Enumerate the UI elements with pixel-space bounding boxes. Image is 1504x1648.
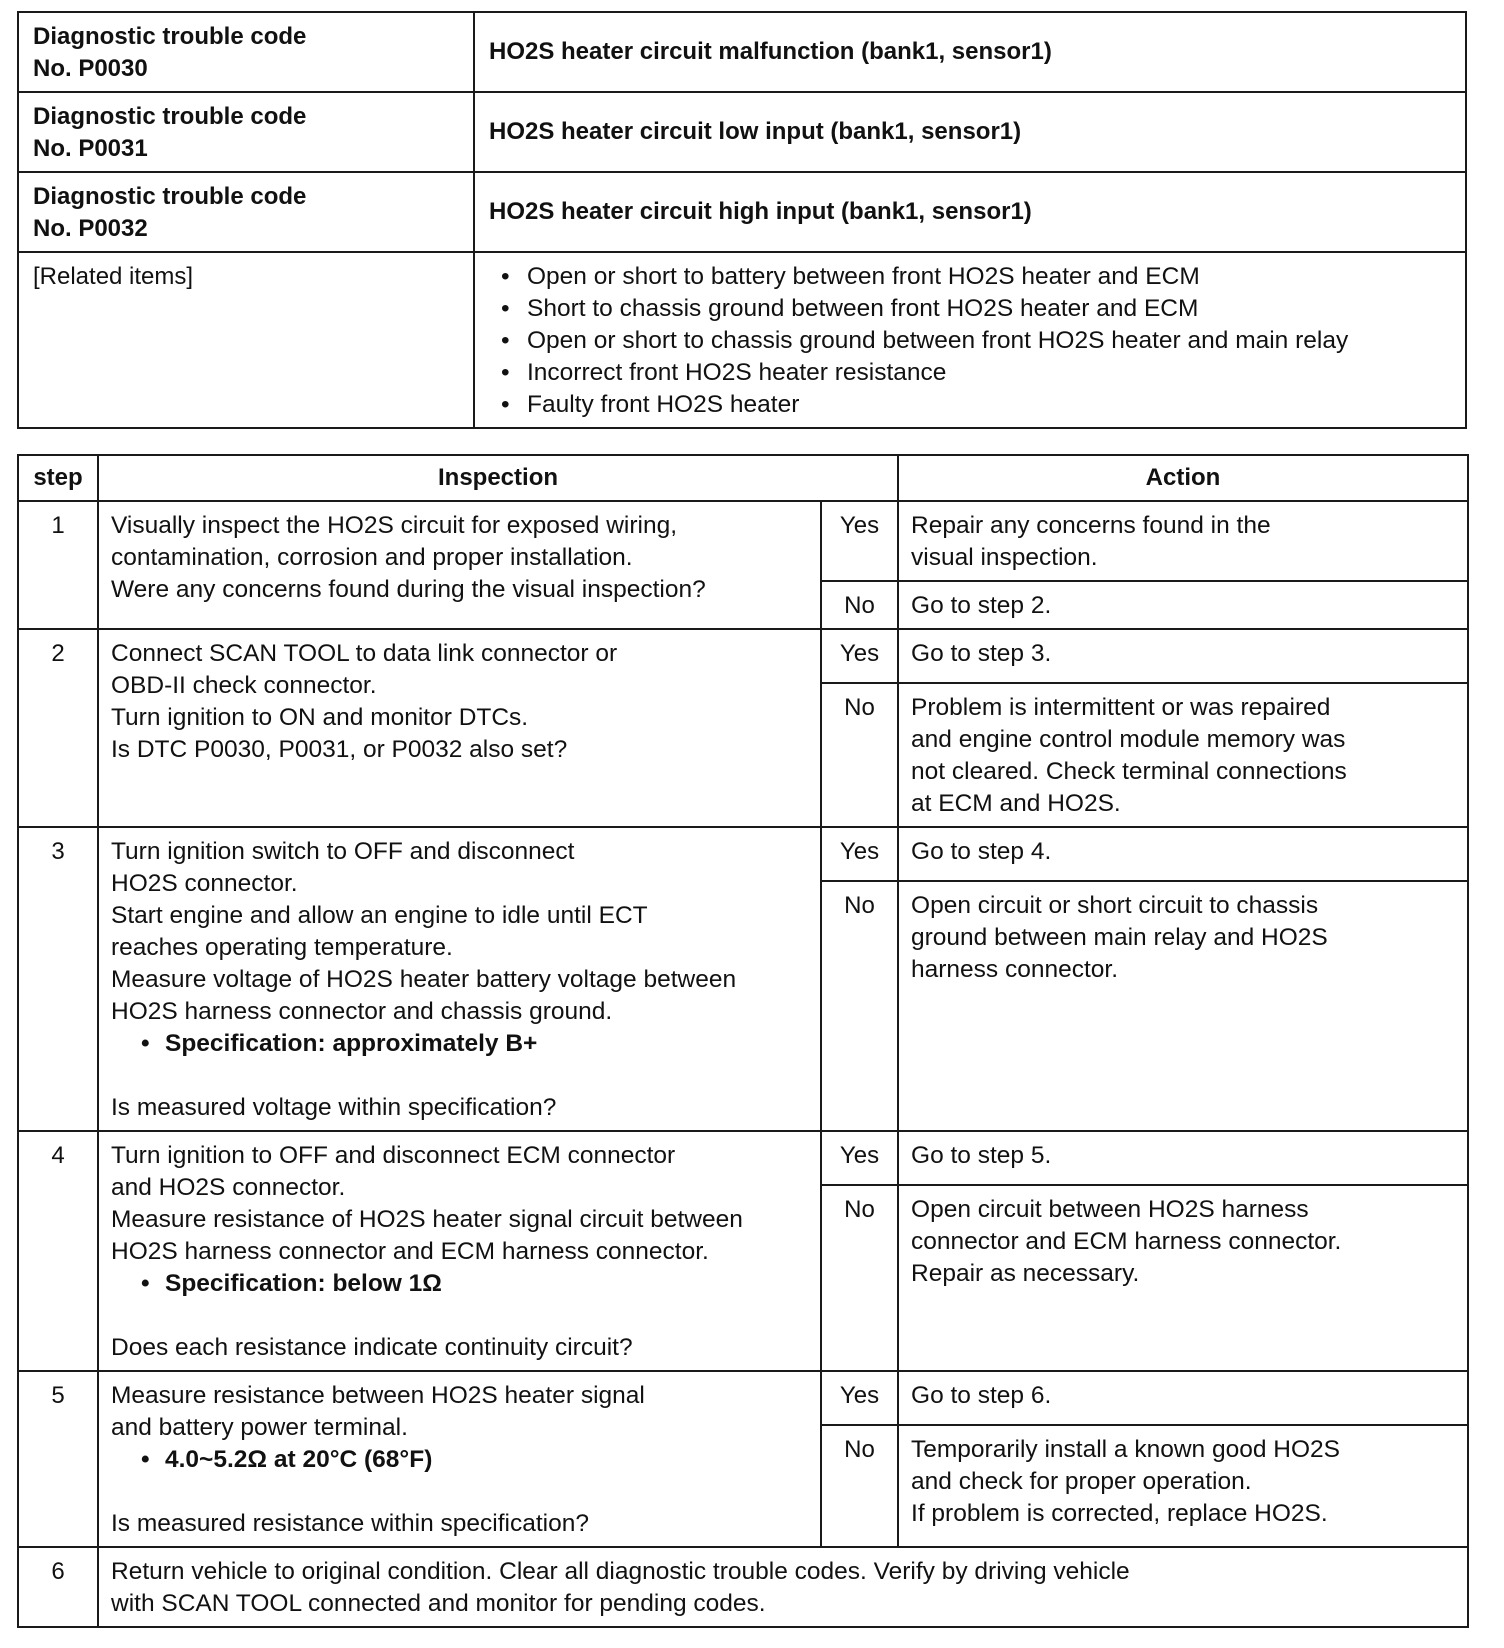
related-item: • Faulty front HO2S heater [527,389,1451,421]
dtc-row [18,172,1466,252]
dtc-code-number: No. P0030 [33,55,148,82]
no-label: No [821,581,898,629]
inspection-question: Does each resistance indicate continuity circuit? [111,1334,633,1361]
dtc-description: HO2S heater circuit low input (bank1, sensor1) [474,92,1466,172]
step-final [98,1547,1468,1627]
action-line: Open circuit or short circuit to chassis [911,892,1319,919]
yes-action [898,501,1468,581]
dtc-code-cell [18,172,474,252]
dtc-description: HO2S heater circuit high input (bank1, sensor1) [474,172,1466,252]
dtc-description: HO2S heater circuit malfunction (bank1, sensor1) [474,12,1466,92]
no-action [898,581,1468,629]
action-line: Repair as necessary. [911,1260,1140,1287]
action-line: connector and ECM harness connector. [911,1228,1342,1255]
header-action: Action [898,455,1468,501]
inspection-line: Were any concerns found during the visual inspection? [111,576,706,603]
dtc-code-number: No. P0031 [33,135,148,162]
yes-action [898,827,1468,881]
related-item: • Open or short to chassis ground between front HO2S heater and main relay [527,325,1451,357]
yes-action [898,629,1468,683]
steps-header-row [18,455,1468,501]
header-inspection: Inspection [98,455,898,501]
action-line: and engine control module memory was [911,726,1346,753]
action-line: harness connector. [911,956,1119,983]
dtc-code-label: Diagnostic trouble code [33,103,307,130]
inspection-line: HO2S harness connector and ECM harness connector. [111,1238,709,1265]
step-inspection [98,1371,821,1547]
step-number: 3 [18,827,98,1131]
no-action [898,1425,1468,1547]
inspection-line: Turn ignition to ON and monitor DTCs. [111,704,529,731]
step-number: 6 [18,1547,98,1627]
inspection-line: Measure voltage of HO2S heater battery voltage between [111,966,737,993]
step-row-6 [18,1547,1468,1627]
yes-label: Yes [821,827,898,881]
inspection-line: and battery power terminal. [111,1414,408,1441]
final-line: with SCAN TOOL connected and monitor for pending codes. [111,1590,766,1617]
dtc-row [18,12,1466,92]
spacer [111,1476,808,1508]
specification [111,1268,808,1300]
action-line: visual inspection. [911,544,1098,571]
action-line: Go to step 2. [911,592,1052,619]
specification-text: 4.0~5.2Ω at 20°C (68°F) [165,1446,433,1473]
step-inspection [98,501,821,629]
inspection-line: Turn ignition switch to OFF and disconnect [111,838,575,865]
step-inspection [98,827,821,1131]
inspection-line: Visually inspect the HO2S circuit for exposed wiring, [111,512,678,539]
step-row-4-yes [18,1131,1468,1185]
inspection-line: Measure resistance between HO2S heater signal [111,1382,645,1409]
dtc-code-cell [18,92,474,172]
specification [111,1444,808,1476]
dtc-code-label: Diagnostic trouble code [33,183,307,210]
inspection-line: Measure resistance of HO2S heater signal circuit between [111,1206,743,1233]
dtc-code-cell [18,12,474,92]
no-label: No [821,1185,898,1371]
related-items-cell [474,252,1466,428]
no-action [898,1185,1468,1371]
inspection-line: Is DTC P0030, P0031, or P0032 also set? [111,736,568,763]
action-line: and check for proper operation. [911,1468,1252,1495]
action-line: Problem is intermittent or was repaired [911,694,1331,721]
specification [111,1028,808,1060]
header-step: step [18,455,98,501]
inspection-line: HO2S harness connector and chassis ground. [111,998,613,1025]
inspection-question: Is measured voltage within specification? [111,1094,557,1121]
no-label: No [821,1425,898,1547]
action-line: Repair any concerns found in the [911,512,1271,539]
dtc-header-table [17,11,1467,429]
inspection-line: and HO2S connector. [111,1174,346,1201]
step-row-2-yes [18,629,1468,683]
inspection-line: Connect SCAN TOOL to data link connector or [111,640,618,667]
spacer [111,1060,808,1092]
action-line: Temporarily install a known good HO2S [911,1436,1340,1463]
action-line: Go to step 3. [911,640,1052,667]
yes-action [898,1371,1468,1425]
step-row-5-yes [18,1371,1468,1425]
action-line: not cleared. Check terminal connections [911,758,1347,785]
action-line: ground between main relay and HO2S [911,924,1328,951]
inspection-line: reaches operating temperature. [111,934,453,961]
no-action [898,683,1468,827]
action-line: If problem is corrected, replace HO2S. [911,1500,1328,1527]
step-number: 4 [18,1131,98,1371]
inspection-line: Turn ignition to OFF and disconnect ECM connector [111,1142,676,1169]
step-inspection [98,1131,821,1371]
step-inspection [98,629,821,827]
specification-text: Specification: below 1Ω [165,1270,442,1297]
final-line: Return vehicle to original condition. Clear all diagnostic trouble codes. Verify by driving vehicle [111,1558,1130,1585]
no-action [898,881,1468,1131]
yes-label: Yes [821,501,898,581]
step-row-1-yes [18,501,1468,581]
inspection-line: contamination, corrosion and proper installation. [111,544,633,571]
no-label: No [821,881,898,1131]
step-number: 1 [18,501,98,629]
inspection-line: OBD-II check connector. [111,672,377,699]
related-item: • Open or short to battery between front HO2S heater and ECM [527,261,1451,293]
yes-action [898,1131,1468,1185]
step-number: 5 [18,1371,98,1547]
action-line: Go to step 5. [911,1142,1052,1169]
related-items-label: [Related items] [18,252,474,428]
dtc-row [18,92,1466,172]
dtc-code-number: No. P0032 [33,215,148,242]
step-row-3-yes [18,827,1468,881]
dtc-code-label: Diagnostic trouble code [33,23,307,50]
yes-label: Yes [821,1131,898,1185]
inspection-line: Start engine and allow an engine to idle until ECT [111,902,648,929]
yes-label: Yes [821,629,898,683]
related-item: • Incorrect front HO2S heater resistance [527,357,1451,389]
inspection-question: Is measured resistance within specification? [111,1510,589,1537]
action-line: Go to step 4. [911,838,1052,865]
yes-label: Yes [821,1371,898,1425]
action-line: Go to step 6. [911,1382,1052,1409]
action-line: Open circuit between HO2S harness [911,1196,1309,1223]
related-items-list [489,261,1451,421]
inspection-line: HO2S connector. [111,870,298,897]
related-items-row [18,252,1466,428]
step-number: 2 [18,629,98,827]
no-label: No [821,683,898,827]
spacer [111,1300,808,1332]
specification-text: Specification: approximately B+ [165,1030,538,1057]
action-line: at ECM and HO2S. [911,790,1121,817]
related-item: • Short to chassis ground between front HO2S heater and ECM [527,293,1451,325]
diagnostic-steps-table [17,454,1469,1628]
